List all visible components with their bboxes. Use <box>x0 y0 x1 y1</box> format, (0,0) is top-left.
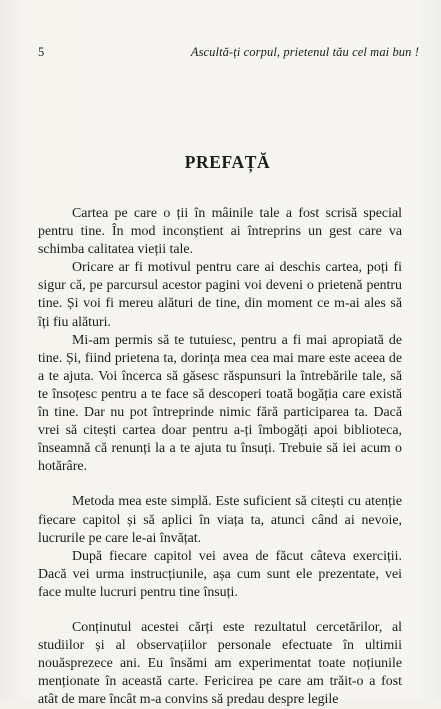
page-number: 5 <box>38 45 45 59</box>
paragraph: Cartea pe care o ții în mâinile tale a fost scrisă special pentru tine. În mod inconștient ai întreprins un gest care va schimba calitatea vieții tale. <box>38 206 402 258</box>
paragraph: După fiecare capitol vei avea de făcut câteva exerciții. Dacă vei urma instrucțiunile, așa cum sunt ele prezentate, vei face multe lucruri pentru tine însuți. <box>38 548 402 600</box>
paragraph: Metoda mea este simplă. Este suficient să citești cu atenție fiecare capitol și să aplici în viața ta, atunci când ai nevoie, lucrurile pe care le-ai învățat. <box>38 494 402 546</box>
chapter-title: PREFAȚĂ <box>184 152 271 172</box>
running-header <box>38 44 419 60</box>
running-title: Ascultă-ți corpul, prietenul tău cel mai bun ! <box>190 45 419 59</box>
paragraph: Oricare ar fi motivul pentru care ai deschis cartea, poți fi sigur că, pe parcursul acestor pagini voi deveni o prietenă pentru tine. Și voi fi mereu alături de tine, din moment ce m-ai ales să îți fiu alături. <box>38 260 402 330</box>
paragraph: Mi-am permis să te tutuiesc, pentru a fi mai apropiată de tine. Și, fiind prietena ta, dorința mea cea mai mare este aceea de a te ajuta. Voi încerca să găsesc răspunsuri la întrebările tale, să te însoțesc pentru a te face să descoperi toată bogăția care există în tine. Dar nu pot întreprinde nimic fără participarea ta. Dacă vrei să citești cartea doar pentru a-ți îmbogăți apoi biblioteca, înseamnă că renunți la a te ajuta tu însuți. Trebuie să iei acum o hotărâre. <box>38 332 402 475</box>
body-text <box>38 205 402 709</box>
paragraph: Conținutul acestei cărți este rezultatul cercetărilor, al studiilor și al observațiilor personale efectuate în ultimii nouăsprezece ani. Eu însămi am experimentat toate noțiunile menționate în această carte. Fericirea pe care am trăit-o a fost atât de mare încât m-a convins să predau despre legile <box>38 619 402 708</box>
